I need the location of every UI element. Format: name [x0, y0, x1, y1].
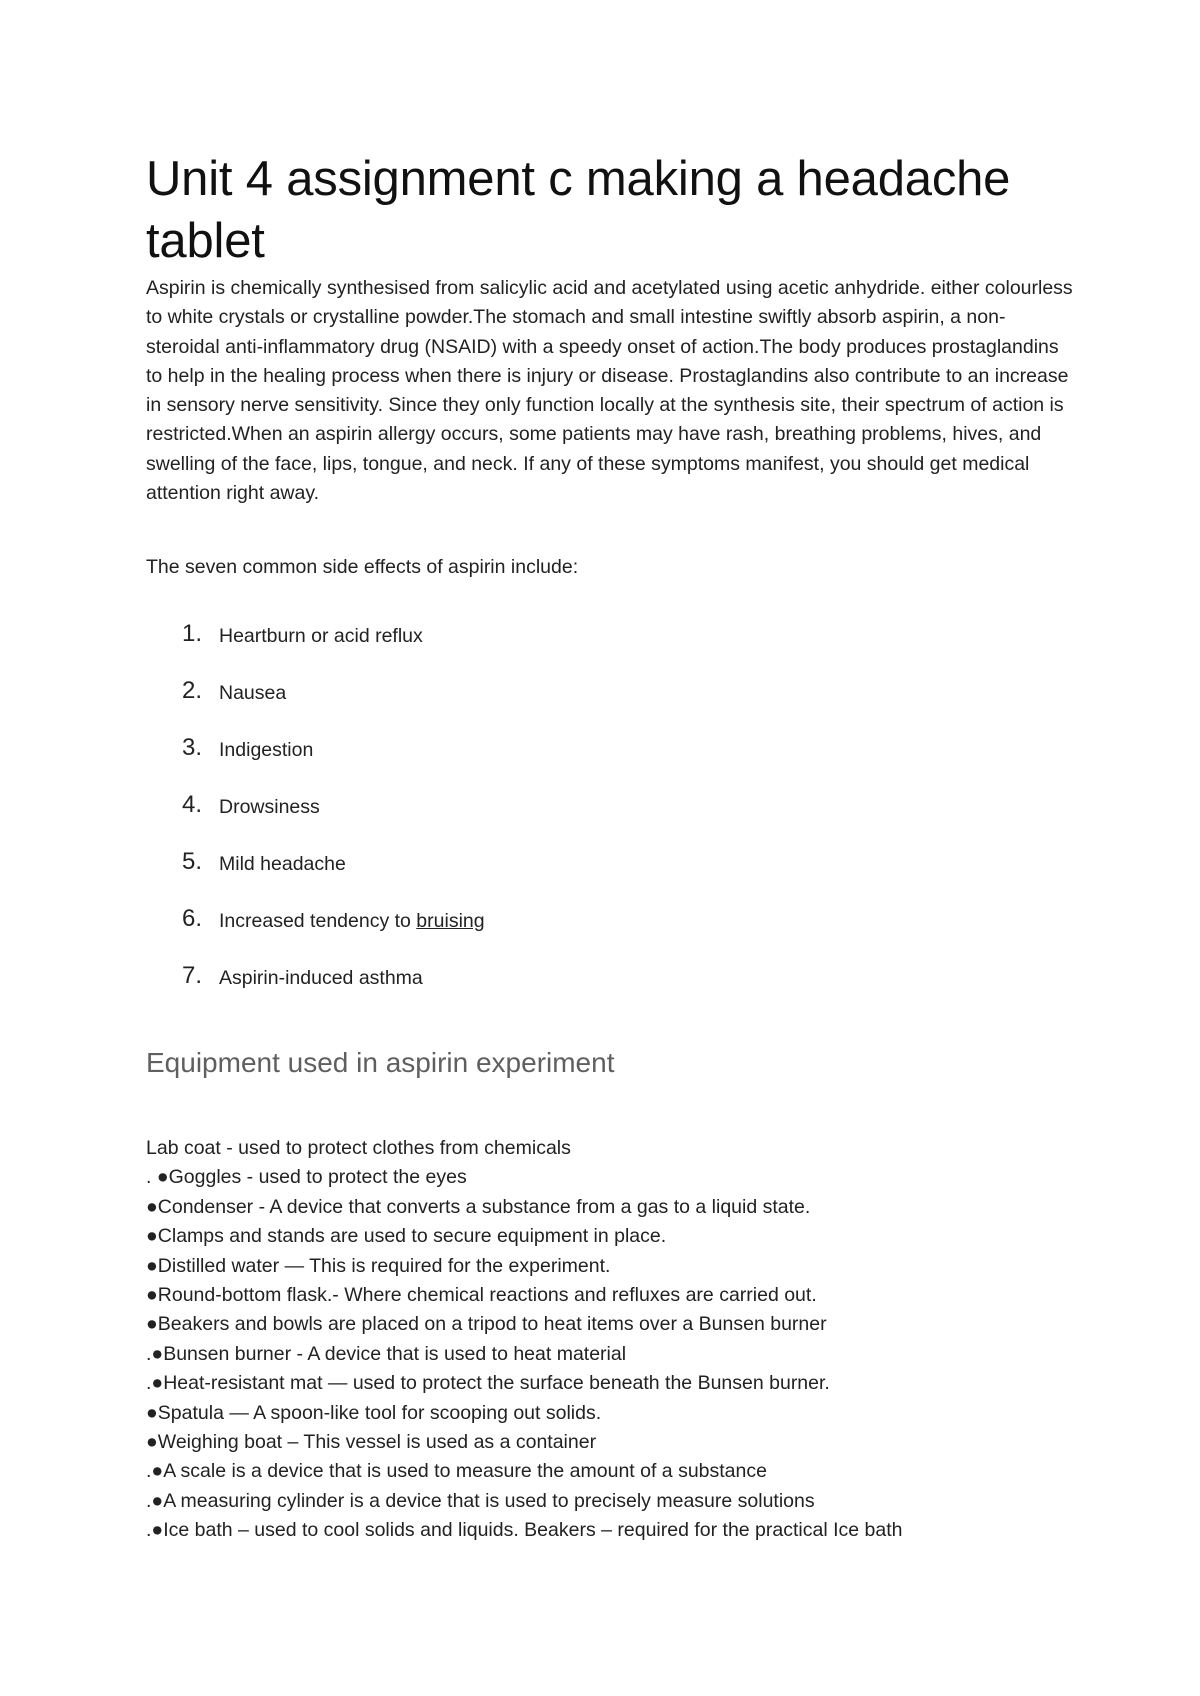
list-text: Nausea — [219, 682, 287, 704]
document-title: Unit 4 assignment c making a headache tablet — [146, 152, 1011, 268]
equipment-item: .●Heat-resistant mat — used to protect the surface beneath the Bunsen burner. — [146, 1372, 830, 1395]
list-text: Heartburn or acid reflux — [219, 625, 423, 647]
list-text-prefix: Increased tendency to — [219, 910, 417, 932]
equipment-item: Lab coat - used to protect clothes from chemicals — [146, 1137, 571, 1159]
bruising-link[interactable]: bruising — [416, 910, 485, 932]
list-number: 7. — [182, 962, 203, 989]
equipment-heading: Equipment used in aspirin experiment — [146, 1047, 615, 1078]
equipment-item: ●Distilled water — This is required for the experiment. — [146, 1254, 611, 1277]
list-text: Mild headache — [219, 853, 346, 875]
list-text — [219, 907, 485, 935]
equipment-item: .●Ice bath – used to cool solids and liquids. Beakers – required for the practical Ice bath — [146, 1519, 903, 1542]
equipment-item: .●A measuring cylinder is a device that is used to precisely measure solutions — [146, 1489, 815, 1512]
equipment-item: ●Weighing boat – This vessel is used as a container — [146, 1430, 597, 1453]
list-number: 4. — [182, 791, 203, 818]
list-number: 1. — [182, 620, 203, 647]
equipment-item: ●Spatula — A spoon-like tool for scooping out solids. — [146, 1401, 602, 1424]
equipment-item: ●Round-bottom flask.- Where chemical reactions and refluxes are carried out. — [146, 1283, 817, 1306]
list-text: Aspirin-induced asthma — [219, 967, 423, 989]
list-number: 3. — [182, 734, 203, 761]
equipment-item: ●Beakers and bowls are placed on a tripod to heat items over a Bunsen burner — [146, 1313, 827, 1336]
list-number: 6. — [182, 905, 203, 932]
equipment-item: ●Clamps and stands are used to secure equipment in place. — [146, 1225, 667, 1248]
equipment-item: .●Bunsen burner - A device that is used to heat material — [146, 1342, 627, 1365]
equipment-list — [146, 1134, 1076, 1545]
equipment-item: .●A scale is a device that is used to measure the amount of a substance — [146, 1460, 767, 1483]
equipment-item: . ●Goggles - used to protect the eyes — [146, 1166, 467, 1189]
intro-paragraph: Aspirin is chemically synthesised from salicylic acid and acetylated using acetic anhydride. either colourless to white crystals or crystalline powder.The stomach and small intestine swiftly absorb aspirin, a non-steroidal anti-inflammatory drug (NSAID) with a speedy onset of action.The body produces prostaglandins to help in the healing process when there is injury or disease. Prostaglandins also contribute to an increase in sensory nerve sensitivity. Since they only function locally at the synthesis site, their spectrum of action is restricted.When an aspirin allergy occurs, some patients may have rash, breathing problems, hives, and swelling of the face, lips, tongue, and neck. If any of these symptoms manifest, you should get medical attention right away. — [146, 277, 1073, 505]
list-text: Drowsiness — [219, 796, 320, 818]
list-number: 5. — [182, 848, 203, 875]
list-number: 2. — [182, 677, 203, 704]
side-effects-lead: The seven common side effects of aspirin include: — [146, 556, 579, 578]
list-text: Indigestion — [219, 739, 314, 761]
equipment-item: ●Condenser - A device that converts a substance from a gas to a liquid state. — [146, 1195, 811, 1218]
